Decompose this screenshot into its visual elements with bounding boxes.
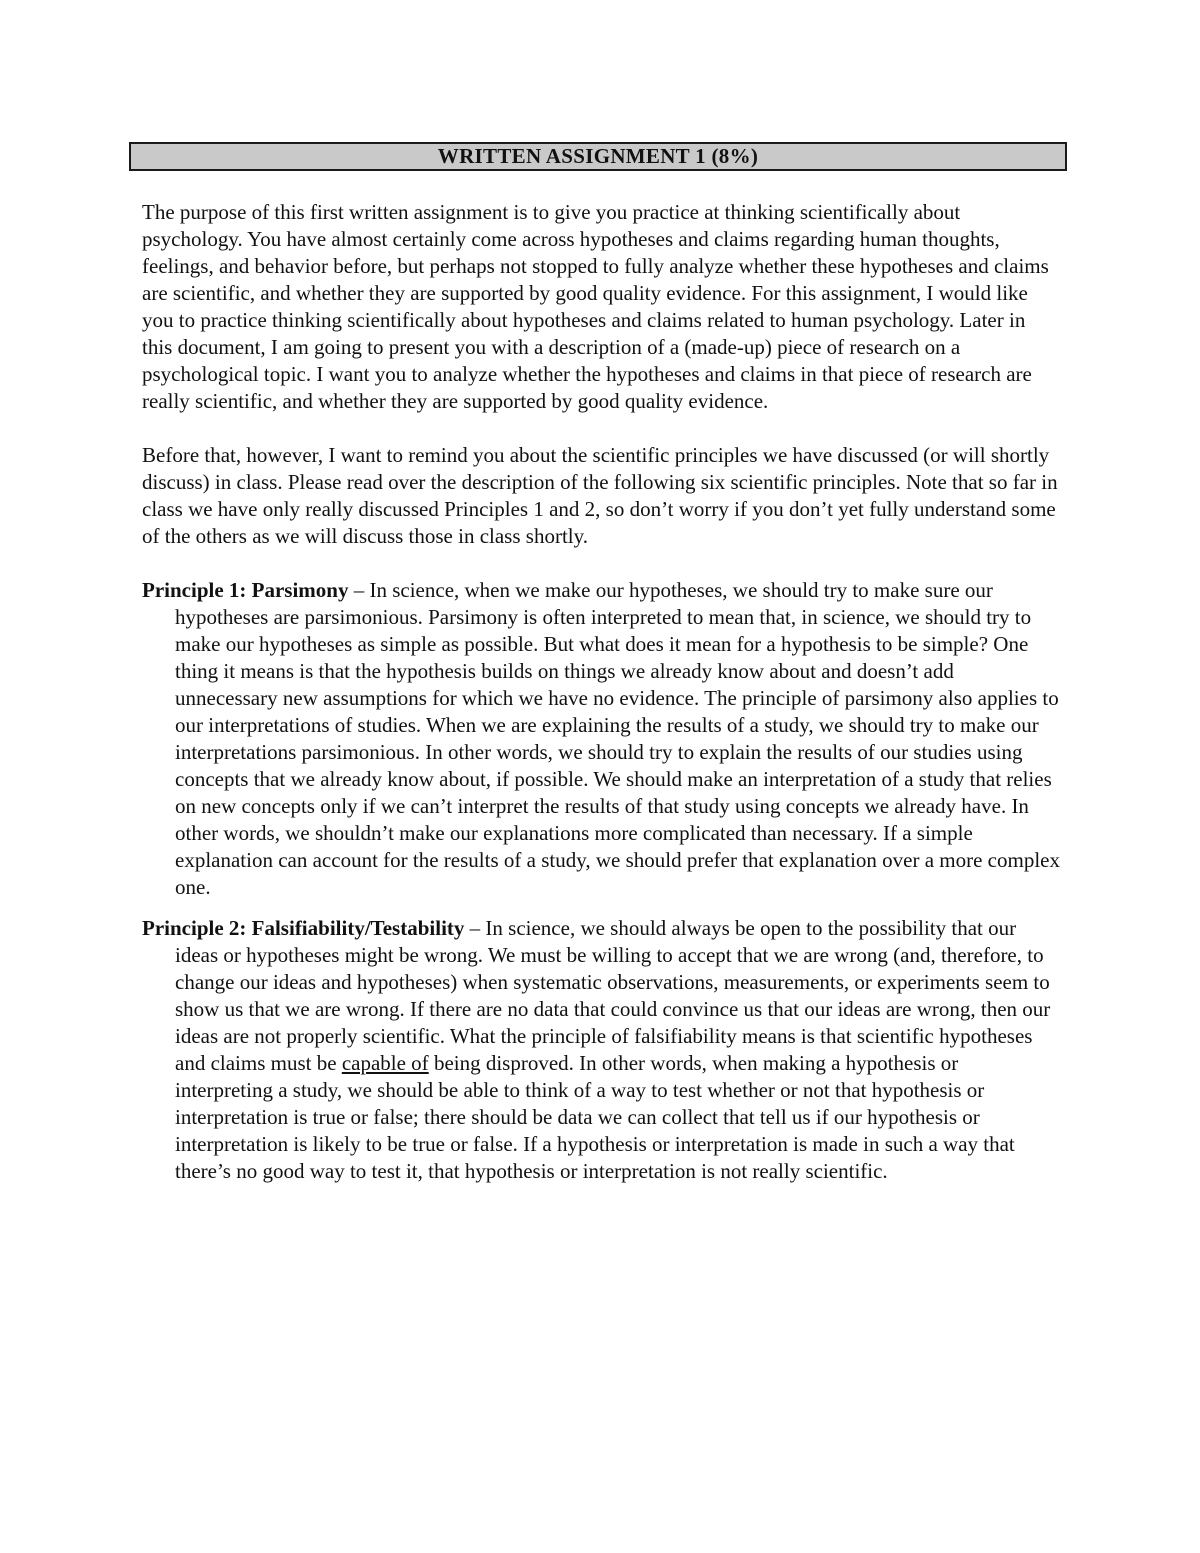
document-body	[142, 199, 1060, 1199]
principle-2-body-before: – In science, we should always be open to the possibility that our ideas or hypotheses might be wrong. We must be willing to accept that we are wrong (and, therefore, to change our ideas and hypotheses) when systematic observations, measurements, or experiments seem to show us that we are wrong. If there are no data that could convince us that our ideas are wrong, then our ideas are not properly scientific. What the principle of falsifiability means is that scientific hypotheses and claims must be	[175, 916, 1051, 1075]
principle-2-heading: Principle 2: Falsifiability/Testability	[142, 916, 465, 940]
intro-paragraph: The purpose of this first written assignment is to give you practice at thinking scientifically about psychology. You have almost certainly come across hypotheses and claims regarding human thoughts, feelings, and behavior before, but perhaps not stopped to fully analyze whether these hypotheses and claims are scientific, and whether they are supported by good quality evidence. For this assignment, I would like you to practice thinking scientifically about hypotheses and claims related to human psychology. Later in this document, I am going to present you with a description of a (made-up) piece of research on a psychological topic. I want you to analyze whether the hypotheses and claims in that piece of research are really scientific, and whether they are supported by good quality evidence.	[142, 200, 1049, 413]
principle-1-heading: Principle 1: Parsimony	[142, 578, 349, 602]
title-banner	[129, 142, 1067, 171]
principle-2	[142, 915, 1060, 1185]
principle-2-underlined-phrase: capable of	[341, 1051, 429, 1075]
reminder-paragraph: Before that, however, I want to remind you about the scientific principles we have discussed (or will shortly discuss) in class. Please read over the description of the following six scientific principles. Note that so far in class we have only really discussed Principles 1 and 2, so don’t worry if you don’t yet fully understand some of the others as we will discuss those in class shortly.	[142, 443, 1058, 548]
principle-1-body: – In science, when we make our hypotheses, we should try to make sure our hypotheses are parsimonious. Parsimony is often interpreted to mean that, in science, we should try to make our hypotheses as simple as possible. But what does it mean for a hypothesis to be simple? One thing it means is that the hypothesis builds on things we already know about and doesn’t add unnecessary new assumptions for which we have no evidence. The principle of parsimony also applies to our interpretations of studies. When we are explaining the results of a study, we should try to make our interpretations parsimonious. In other words, we should try to explain the results of our studies using concepts that we already know about, if possible. We should make an interpretation of a study that relies on new concepts only if we can’t interpret the results of that study using concepts we already have. In other words, we shouldn’t make our explanations more complicated than necessary. If a simple explanation can account for the results of a study, we should prefer that explanation over a more complex one.	[175, 578, 1060, 899]
document-title: WRITTEN ASSIGNMENT 1 (8%)	[437, 144, 759, 168]
principle-1	[142, 577, 1060, 901]
principle-2-body-after: being disproved. In other words, when making a hypothesis or interpreting a study, we should be able to think of a way to test whether or not that hypothesis or interpretation is true or false; there should be data we can collect that tell us if our hypothesis or interpretation is likely to be true or false. If a hypothesis or interpretation is made in such a way that there’s no good way to test it, that hypothesis or interpretation is not really scientific.	[175, 1051, 1015, 1183]
